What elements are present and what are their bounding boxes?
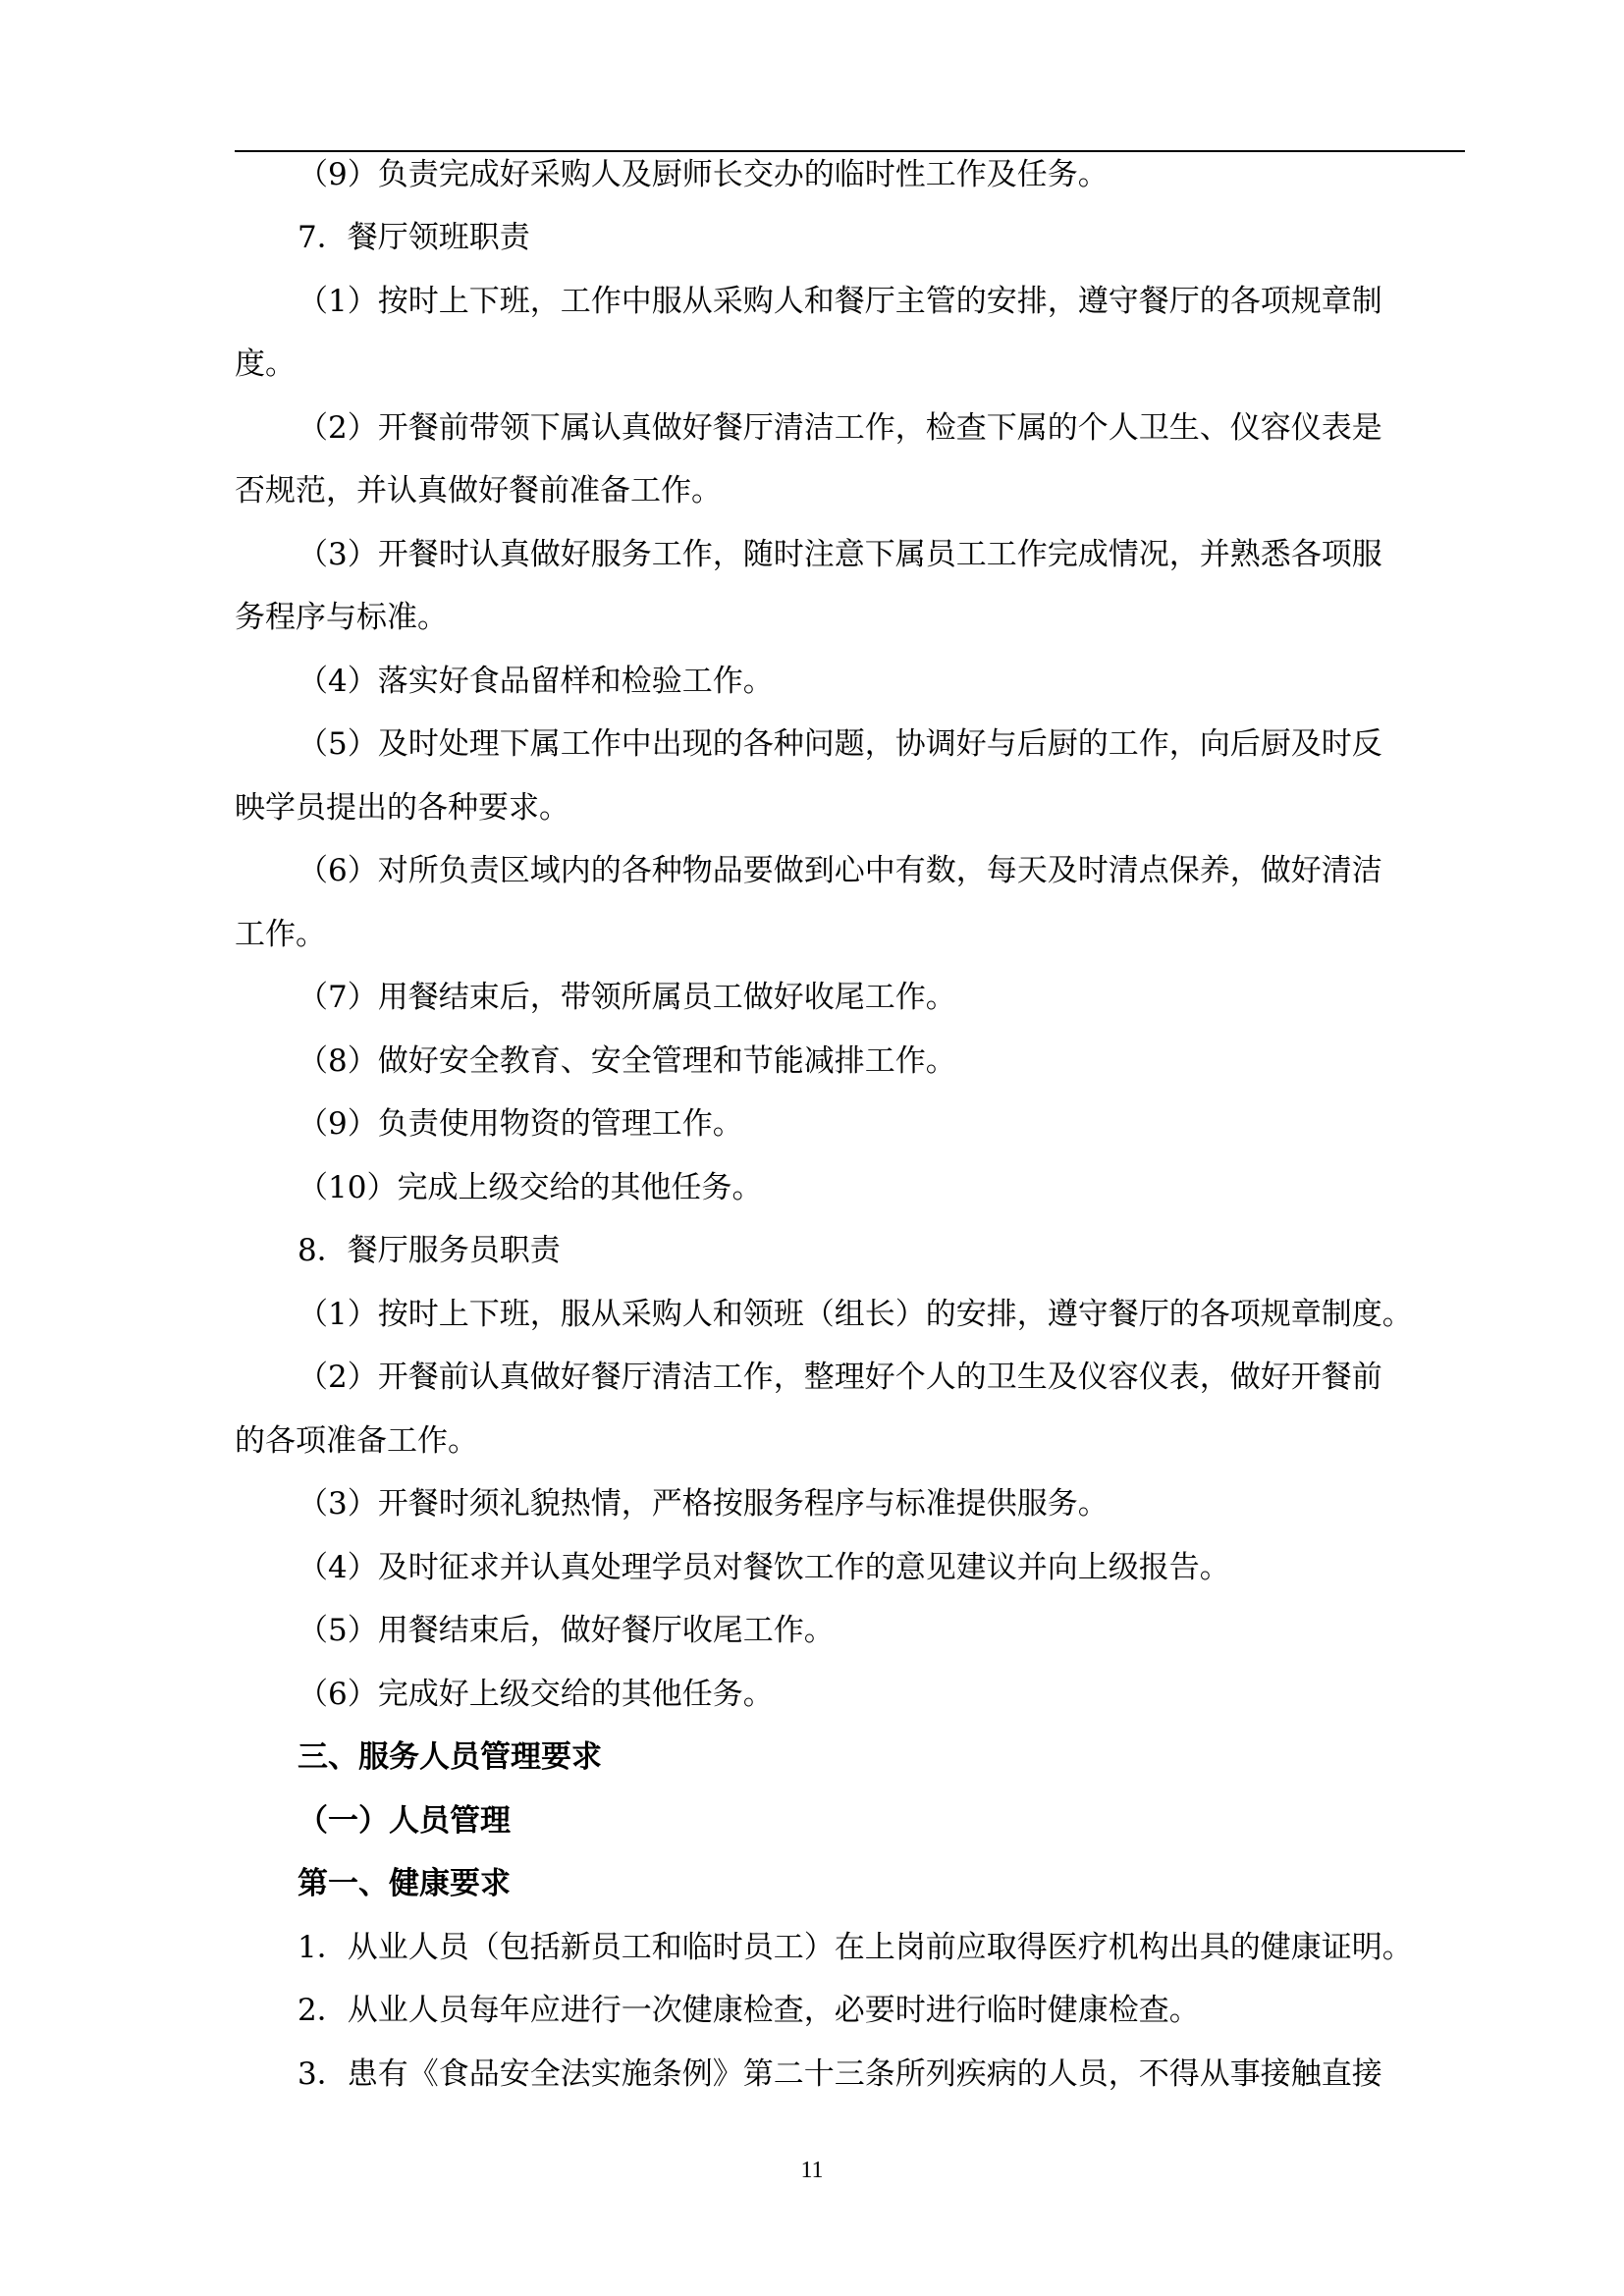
paragraph-line: （5）及时处理下属工作中出现的各种问题，协调好与后厨的工作，向后厨及时反 [298,726,1382,762]
paragraph-line: （9）负责使用物资的管理工作。 [298,1106,743,1142]
paragraph-line: （8）做好安全教育、安全管理和节能减排工作。 [298,1043,956,1079]
paragraph-line: （5）用餐结束后，做好餐厅收尾工作。 [298,1613,835,1648]
page-number: 11 [800,2158,824,2183]
paragraph-line: （9）负责完成好采购人及厨师长交办的临时性工作及任务。 [298,157,1109,192]
paragraph-line: 的各项准备工作。 [235,1423,478,1459]
paragraph-line: （4）及时征求并认真处理学员对餐饮工作的意见建议并向上级报告。 [298,1550,1230,1585]
paragraph-line: （3）开餐时须礼貌热情，严格按服务程序与标准提供服务。 [298,1486,1109,1522]
subsection-heading-1: （一）人员管理 [298,1803,511,1839]
paragraph-line: （4）落实好食品留样和检验工作。 [298,664,774,699]
paragraph-line: （7）用餐结束后，带领所属员工做好收尾工作。 [298,980,956,1015]
paragraph-line: 否规范，并认真做好餐前准备工作。 [235,473,722,508]
paragraph-line: （2）开餐前带领下属认真做好餐厅清洁工作，检查下属的个人卫生、仪容仪表是 [298,410,1382,446]
section-heading-7: 7．餐厅领班职责 [298,220,530,255]
paragraph-line: （6）完成好上级交给的其他任务。 [298,1677,774,1712]
item-heading-health: 第一、健康要求 [298,1866,511,1901]
paragraph-line: （10）完成上级交给的其他任务。 [298,1170,763,1205]
paragraph-line: 工作。 [235,917,326,952]
paragraph-line: 务程序与标准。 [235,600,448,635]
paragraph-line: （1）按时上下班，服从采购人和领班（组长）的安排，遵守餐厅的各项规章制度。 [298,1297,1413,1332]
paragraph-line: 2．从业人员每年应进行一次健康检查，必要时进行临时健康检查。 [298,1993,1200,2028]
paragraph-line: （3）开餐时认真做好服务工作，随时注意下属员工工作完成情况，并熟悉各项服 [298,537,1382,572]
paragraph-line: 度。 [235,347,296,382]
paragraph-line: （2）开餐前认真做好餐厅清洁工作，整理好个人的卫生及仪容仪表，做好开餐前 [298,1360,1382,1395]
paragraph-line: 1．从业人员（包括新员工和临时员工）在上岗前应取得医疗机构出具的健康证明。 [298,1930,1413,1965]
paragraph-line: 3．患有《食品安全法实施条例》第二十三条所列疾病的人员，不得从事接触直接 [298,2056,1382,2092]
paragraph-line: （1）按时上下班，工作中服从采购人和餐厅主管的安排，遵守餐厅的各项规章制 [298,284,1382,319]
section-heading-8: 8．餐厅服务员职责 [298,1233,561,1268]
paragraph-line: （6）对所负责区域内的各种物品要做到心中有数，每天及时清点保养，做好清洁 [298,853,1382,888]
header-rule [235,150,1465,152]
paragraph-line: 映学员提出的各种要求。 [235,790,569,826]
chapter-heading-3: 三、服务人员管理要求 [298,1739,602,1775]
